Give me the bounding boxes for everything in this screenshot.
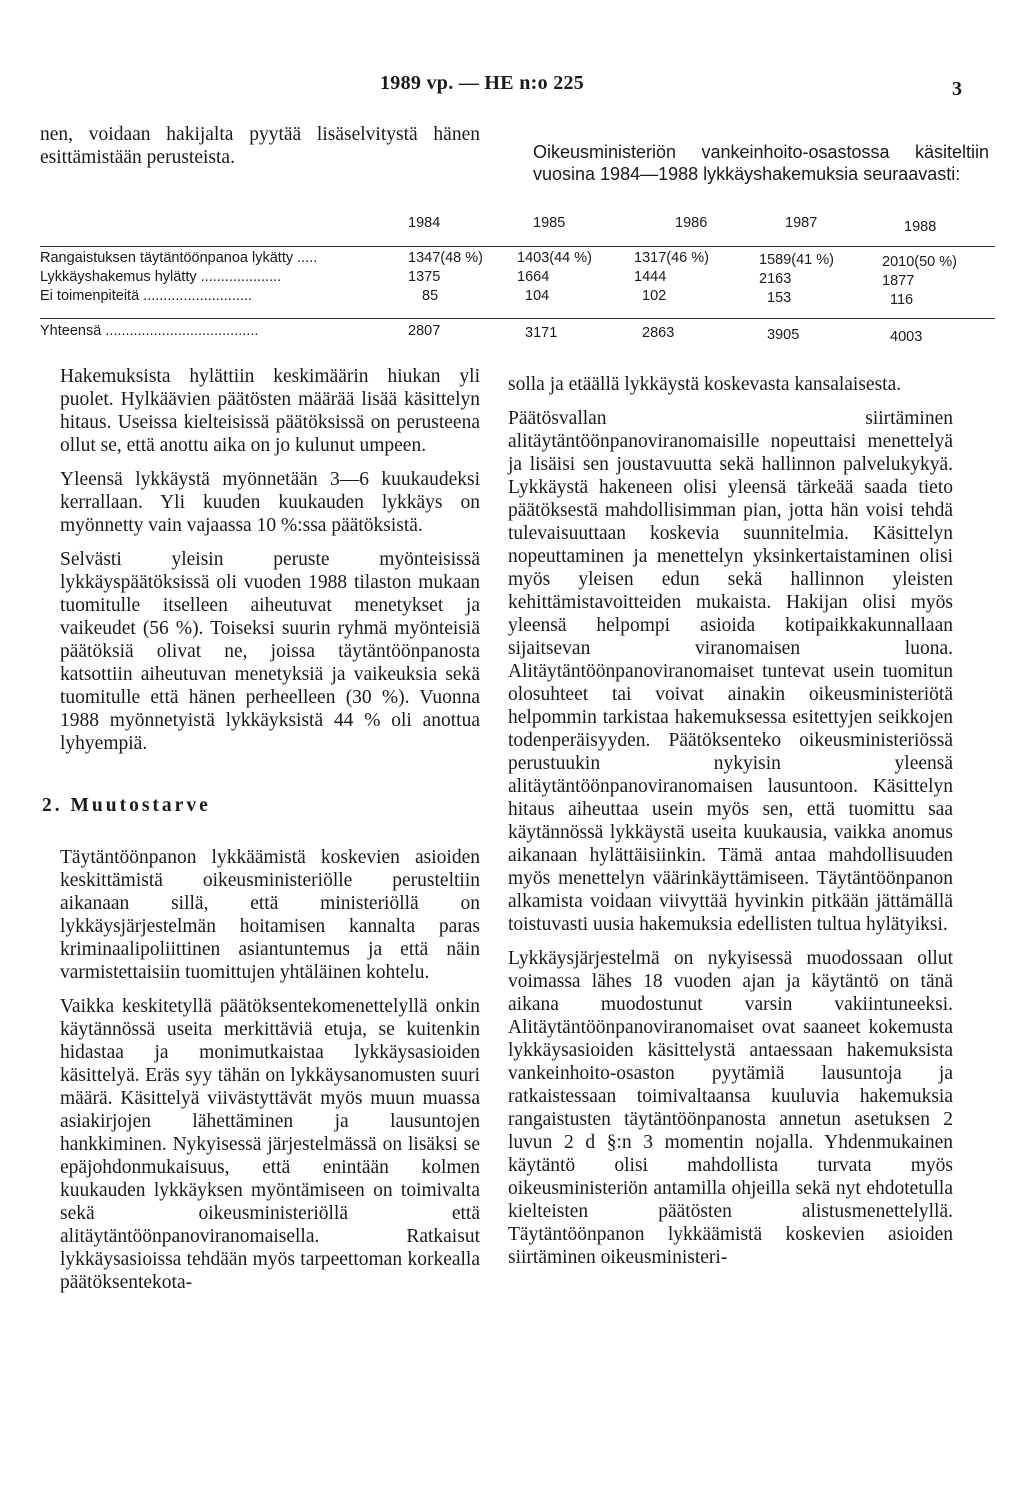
table-row [40, 288, 995, 307]
table-cell: 1664 [517, 269, 550, 285]
paragraph: Hakemuksista hylättiin keskimäärin hiukan yli puolet. Hylkäävien päätösten määrää lisää käsittelyn hitaus. Useissa kielteisissä päätöksissä on perusteena ollut se, että anottu aika on jo kulunut umpeen. [60, 366, 480, 456]
year-header: 1987 [785, 215, 818, 231]
table-row [40, 250, 995, 269]
table-cell: 153 [767, 290, 792, 306]
table-cell: 85 [422, 288, 439, 304]
top-right-text: Oikeusministeriön vankeinhoito-osastossa käsiteltiin vuosina 1984—1988 lykkäyshakemuksia seuraavasti: [533, 142, 989, 184]
table-cell: 2807 [408, 323, 441, 339]
paragraph: Yleensä lykkäystä myönnetään 3—6 kuukaudeksi kerrallaan. Yli kuuden kuukauden lykkäys on myönnetty vain vajaassa 10 %:ssa päätöksistä. [60, 469, 480, 536]
year-header: 1986 [675, 215, 708, 231]
table-cell: 3171 [525, 325, 558, 341]
table-cell: 1317(46 %) [634, 250, 709, 266]
table-cell: 102 [642, 288, 667, 304]
top-left-text: nen, voidaan hakijalta pyytää lisäselvitystä hänen esittämistään perusteista. [40, 124, 480, 168]
year-header: 1988 [904, 219, 937, 235]
year-header: 1984 [408, 215, 441, 231]
statistics-table [40, 215, 995, 345]
table-header-row [40, 215, 995, 250]
page-header [0, 72, 1024, 102]
table-cell: 1347(48 %) [408, 250, 483, 266]
table-cell: 1403(44 %) [517, 250, 592, 266]
left-column [42, 365, 480, 1305]
paragraph: Päätösvallan siirtäminen alitäytäntöönpanoviranomaisille nopeuttaisi menettelyä ja lisäisi sen joustavuutta sekä hallinnon palvelukykyä. Lykkäystä hakeneen olisi yleensä tärkeää saada tieto päätöksestä mahdollisimman pian, jotta hän voisi tehdä tulevaisuuttaan koskevia suunnitelmia. Käsittelyn nopeuttaminen ja menettelyn yksinkertaistaminen olisi myös yleisen edun sekä hallinnon yleisten kehittämistavoitteiden mukaista. Hakijan olisi myös yleensä helpompi asioida kotipaikkakunnallaan sijaitsevan viranomaisen luona. Alitäytäntöönpanoviranomaiset tuntevat usein tuomitun olosuhteet tai voivat ainakin oikeusministeriötä helpommin tarkistaa hakemuksessa esitettyjen seikkojen todenperäisyyden. Päätöksenteko oikeusministeriössä perustuukin nykyisin yleensä alitäytäntöönpanoviranomaisen lausuntoon. Käsittelyn hitaus aiheuttaa usein myös sen, että tuomittu saa käytännössä lykkäystä useita kuukausia, vaikka anomus aikanaan hylättäisiinkin. Tämä antaa mahdollisuuden myös menettelyn väärinkäyttämiseen. Täytäntöönpanon alkamista voidaan viivyttää hyvinkin pitkään jättämällä toistuvasti uusia hakemuksia edellisten tultua hylätyiksi. [508, 408, 953, 935]
table-cell: 1375 [408, 269, 441, 285]
total-label: Yhteensä ...................................... [40, 323, 259, 339]
paragraph: solla ja etäällä lykkäystä koskevasta kansalaisesta. [508, 374, 902, 395]
page-number: 3 [952, 78, 962, 100]
table-cell: 1444 [634, 269, 667, 285]
table-cell: 104 [525, 288, 550, 304]
table-cell: 2163 [759, 271, 792, 287]
table-cell: 3905 [767, 327, 800, 343]
row-label: Rangaistuksen täytäntöönpanoa lykätty ..... [40, 250, 318, 266]
row-label: Lykkäyshakemus hylätty .................... [40, 269, 282, 285]
table-cell: 2010(50 %) [882, 254, 957, 270]
paragraph: Selvästi yleisin peruste myönteisissä lykkäyspäätöksissä oli vuoden 1988 tilaston mukaan tuomitulle itselleen aiheutuvat menetykset ja vaikeudet (56 %). Toiseksi suurin ryhmä myönteisiä päätöksiä olivat ne, joissa täytäntöönpanosta katsottiin aiheutuvan menetyksiä ja vaikeuksia sekä tuomitulle että hänen perheelleen (30 %). Vuonna 1988 myönnetyistä lykkäyksistä 44 % oli anottua lyhyempiä. [60, 549, 480, 754]
header-title: 1989 vp. — HE n:o 225 [380, 72, 585, 94]
row-label: Ei toimenpiteitä ........................... [40, 288, 252, 304]
table-cell: 2863 [642, 325, 675, 341]
table-total-row [40, 323, 995, 345]
table-rule-bottom [40, 318, 995, 319]
section-heading: 2. Muutostarve [42, 795, 211, 816]
table-cell: 1589(41 %) [759, 252, 834, 268]
year-header: 1985 [533, 215, 566, 231]
paragraph: Lykkäysjärjestelmä on nykyisessä muodossaan ollut voimassa lähes 18 vuoden ajan ja käytäntö on tänä aikana muodostunut varsin vakiintuneeksi. Alitäytäntöönpanoviranomaiset ovat saaneet kokemusta lykkäysasioiden käsittelystä antaessaan hakemuksista vankeinhoito-osaston pyytämiä lausuntoja ja ratkaistessaan toimivaltaansa kuuluvia hakemuksia rangaistusten täytäntöönpanosta annetun asetuksen 2 luvun 2 d §:n 3 momentin nojalla. Yhdenmukainen käytäntö olisi mahdollista turvata myös oikeusministeriön antamilla ohjeilla sekä nyt ehdotetulla kielteisten päätösten alistusmenettelyllä. Täytäntöönpanon lykkäämistä koskevien asioiden siirtäminen oikeusministeri- [508, 948, 953, 1268]
table-cell: 4003 [890, 329, 923, 345]
table-cell: 116 [890, 292, 914, 308]
paragraph: Vaikka keskitetyllä päätöksentekomenettelyllä onkin käytännössä useita merkittäviä etuja, se kuitenkin hidastaa ja monimutkaistaa lykkäysasioiden käsittelyä. Eräs syy tähän on lykkäysanomusten suuri määrä. Käsittelyä viivästyttävät myös muun muassa asiakirjojen lähettäminen ja lausuntojen hankkiminen. Nykyisessä järjestelmässä on lisäksi se epäjohdonmukaisuus, että enintään kolmen kuukauden lykkäyksen myöntämiseen on toimivalta sekä oikeusministeriöllä että alitäytäntöönpanoviranomaisella. Ratkaisut lykkäysasioissa tehdään myös tarpeettoman korkealla päätöksentekota- [60, 996, 480, 1293]
paragraph: Täytäntöönpanon lykkäämistä koskevien asioiden keskittämistä oikeusministeriölle perusteltiin aikanaan sillä, että ministeriöllä on lykkäysjärjestelmän hoitamisen kannalta paras kriminaalipoliittinen asiantuntemus ja että näin varmistettaisiin tuomittujen yhtäläinen kohtelu. [60, 847, 480, 983]
table-rule-top [40, 246, 995, 247]
right-column [508, 373, 953, 1280]
table-row [40, 269, 995, 288]
table-cell: 1877 [882, 273, 915, 289]
